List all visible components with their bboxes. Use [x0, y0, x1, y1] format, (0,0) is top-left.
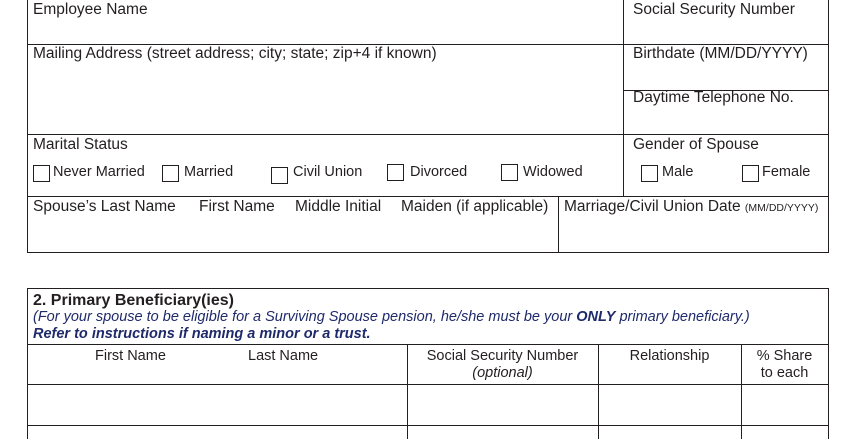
col-last-name: Last Name: [248, 348, 319, 364]
divorced-label: Divorced: [410, 164, 468, 180]
marriage-date-text: Marriage/Civil Union Date: [564, 198, 741, 215]
married-label: Married: [184, 164, 234, 180]
beneficiary-1-relationship-field[interactable]: [599, 385, 741, 425]
marriage-date-format: (MM/DD/YYYY): [744, 202, 819, 214]
civil-union-label: Civil Union: [293, 164, 363, 180]
female-label: Female: [762, 164, 811, 180]
beneficiary-2-name-field[interactable]: [28, 426, 407, 439]
ssn-label: Social Security Number: [633, 1, 795, 18]
col-ssn: Social Security Number: [426, 348, 579, 364]
gender-of-spouse-label: Gender of Spouse: [633, 136, 759, 153]
mailing-address-label: Mailing Address (street address; city; state; zip+4 if known): [33, 45, 437, 62]
male-checkbox[interactable]: [641, 165, 658, 182]
never-married-label: Never Married: [53, 164, 145, 180]
col-ssn-optional: (optional): [472, 365, 533, 381]
spouse-middle-initial-label: Middle Initial: [295, 198, 382, 215]
beneficiary-2-share-field[interactable]: [742, 426, 828, 439]
primary-beneficiaries-title: 2. Primary Beneficiary(ies): [33, 292, 234, 309]
col-relationship: Relationship: [629, 348, 710, 364]
beneficiary-1-share-field[interactable]: [742, 385, 828, 425]
refer-instructions: Refer to instructions if naming a minor or a trust.: [33, 326, 371, 342]
beneficiary-2-relationship-field[interactable]: [599, 426, 741, 439]
widowed-label: Widowed: [523, 164, 583, 180]
col-first-name: First Name: [95, 348, 166, 364]
col-share-2: to each: [760, 365, 809, 381]
marriage-date-label: [564, 199, 818, 215]
civil-union-checkbox[interactable]: [271, 167, 288, 184]
marriage-date-field[interactable]: [559, 218, 827, 251]
note-only: ONLY: [576, 309, 616, 325]
divorced-checkbox[interactable]: [387, 164, 404, 181]
male-label: Male: [662, 164, 694, 180]
ssn-field[interactable]: [624, 20, 827, 43]
note-post: primary beneficiary.): [615, 309, 750, 325]
marital-status-label: Marital Status: [33, 136, 128, 153]
mailing-address-field[interactable]: [28, 65, 622, 133]
col-share: % Share: [756, 348, 813, 364]
spouse-name-field[interactable]: [28, 218, 557, 251]
birthdate-field[interactable]: [624, 65, 827, 89]
maiden-label: Maiden (if applicable): [401, 198, 549, 215]
daytime-phone-label: Daytime Telephone No.: [633, 89, 794, 106]
married-checkbox[interactable]: [162, 165, 179, 182]
employee-name-field[interactable]: [28, 20, 622, 43]
spouse-first-name-label: First Name: [199, 198, 275, 215]
widowed-checkbox[interactable]: [501, 164, 518, 181]
beneficiary-1-name-field[interactable]: [28, 385, 407, 425]
daytime-phone-field[interactable]: [624, 109, 827, 133]
employee-name-label: Employee Name: [33, 1, 148, 18]
spouse-last-name-label: Spouse’s Last Name: [33, 198, 176, 215]
never-married-checkbox[interactable]: [33, 165, 50, 182]
female-checkbox[interactable]: [742, 165, 759, 182]
beneficiary-2-ssn-field[interactable]: [408, 426, 598, 439]
beneficiary-1-ssn-field[interactable]: [408, 385, 598, 425]
birthdate-label: Birthdate (MM/DD/YYYY): [633, 45, 808, 62]
note-pre: (For your spouse to be eligible for a Surviving Spouse pension, he/she must be your: [33, 309, 577, 325]
beneficiary-note: [33, 310, 750, 325]
